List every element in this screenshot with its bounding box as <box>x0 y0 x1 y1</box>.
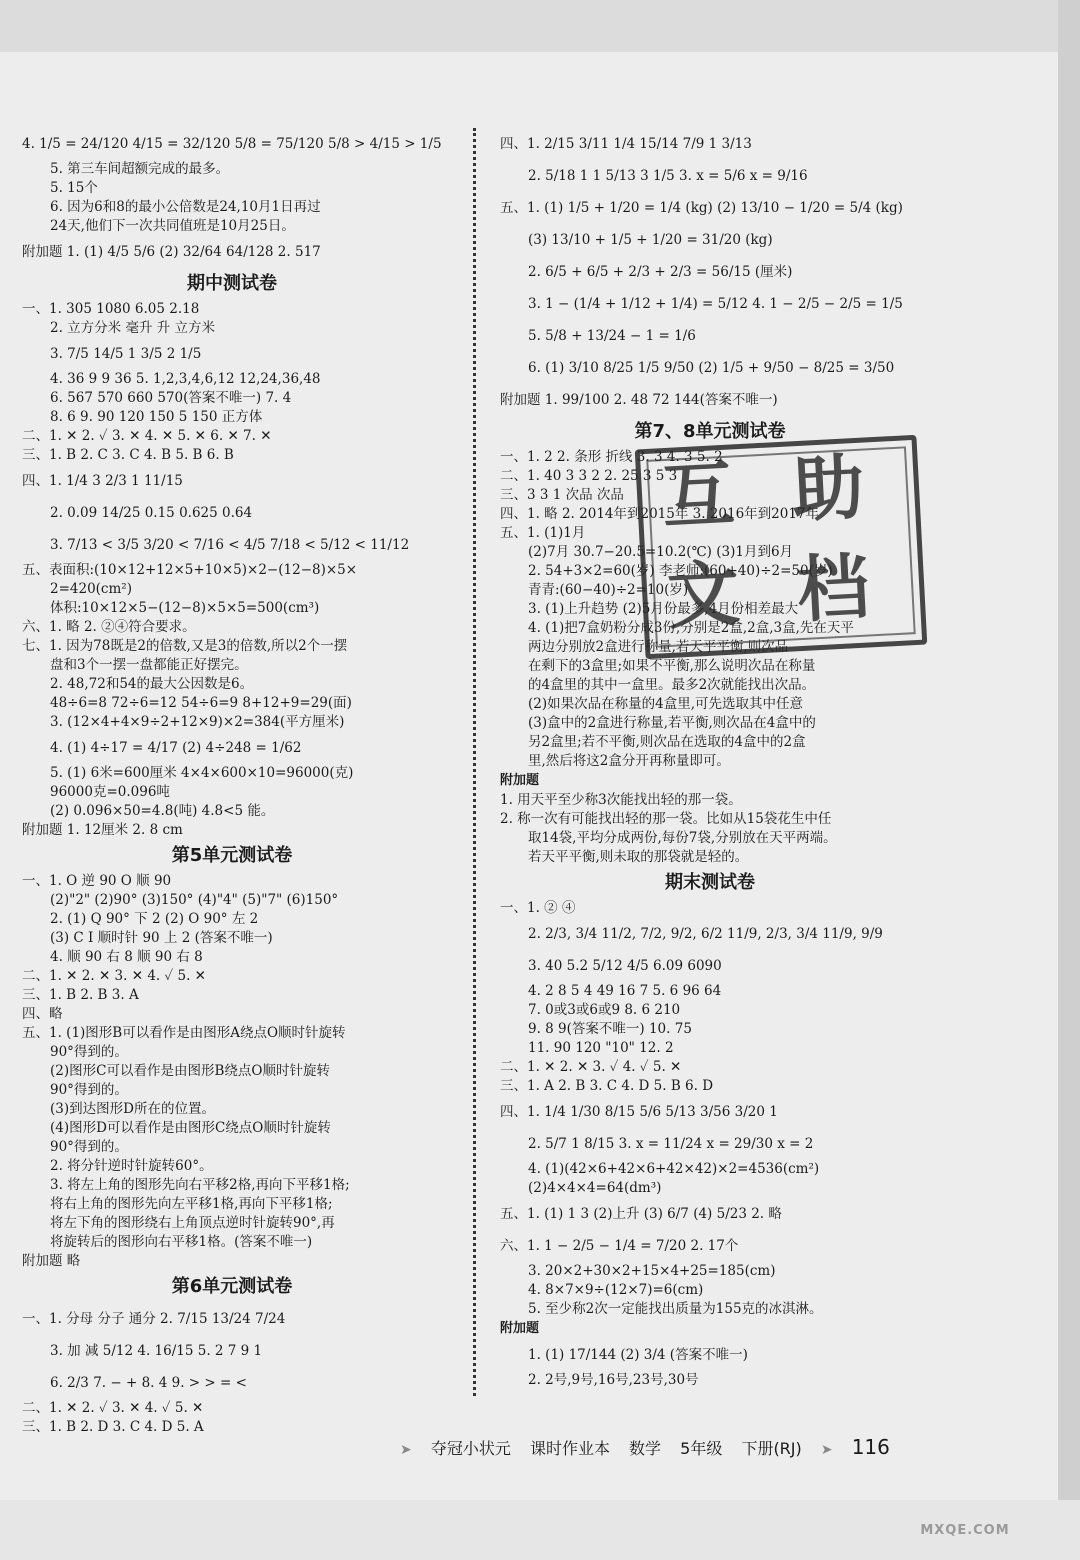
answer-line: 三、1. B 2. D 3. C 4. D 5. A <box>22 1419 204 1435</box>
answer-line: 2. 立方分米 毫升 升 立方米 <box>50 320 216 336</box>
answer-line: 2. 48,72和54的最大公因数是6。 <box>50 676 254 692</box>
answer-line: 在剩下的3盒里;如果不平衡,那么说明次品在称量 <box>528 658 816 674</box>
grade-label: 5年级 <box>680 1439 723 1458</box>
answer-line: 三、1. B 2. C 3. C 4. B 5. B 6. B <box>22 447 234 463</box>
answer-line: 48÷6=8 72÷6=12 54÷6=9 8+12+9=29(面) <box>50 695 352 711</box>
answer-line: 2. 54+3×2=60(岁) 李老师:(60+40)÷2=50(岁) <box>528 563 833 579</box>
answer-line: 四、略 <box>22 1006 63 1022</box>
answer-line: 三、1. B 2. B 3. A <box>22 987 139 1003</box>
answer-line: 4. (1) 4÷17 = 4/17 (2) 4÷248 = 1/62 <box>50 740 302 756</box>
answer-line: 90°得到的。 <box>50 1044 128 1060</box>
answer-line: 11. 90 120 "10" 12. 2 <box>528 1040 674 1056</box>
answer-line: 2. (1) Q 90° 下 2 (2) O 90° 左 2 <box>50 911 259 927</box>
answer-line: 一、1. 2 2. 条形 折线 3. 3 4. 3 5. 2 <box>500 449 723 465</box>
answer-line: 四、1. 1/4 1/30 8/15 5/6 5/13 3/56 3/20 1 <box>500 1104 778 1120</box>
answer-line: 6. 2/3 7. − + 8. 4 9. > > = < <box>50 1375 247 1391</box>
answer-line: 2. 2号,9号,16号,23号,30号 <box>528 1372 699 1388</box>
answer-line: 二、1. ✕ 2. ✕ 3. ✕ 4. ✓ 5. ✕ <box>22 968 206 984</box>
answer-line: 一、1. 分母 分子 通分 2. 7/15 13/24 7/24 <box>22 1311 286 1327</box>
answer-line: (3) 13/10 + 1/5 + 1/20 = 31/20 (kg) <box>528 232 773 248</box>
answer-line: 六、1. 1 − 2/5 − 1/4 = 7/20 2. 17个 <box>500 1238 739 1254</box>
answer-line: 2=420(cm²) <box>50 581 132 597</box>
stamp-char: 助 <box>789 444 867 533</box>
answer-line: 4. 顺 90 右 8 顺 90 右 8 <box>50 949 203 965</box>
answer-line: 90°得到的。 <box>50 1139 128 1155</box>
answer-line: 5. (1) 6米=600厘米 4×4×600×10=96000(克) <box>50 765 354 781</box>
answer-line: 2. 5/18 1 1 5/13 3 1/5 3. x = 5/6 x = 9/16 <box>528 168 808 184</box>
answer-line: 3. (1)上升趋势 (2)5月份最多,4月份相差最大 <box>528 601 799 617</box>
answer-line: 24天,他们下一次共同值班是10月25日。 <box>50 218 295 234</box>
arrow-icon: ➤ <box>820 1442 833 1458</box>
answer-line: 若天平平衡,则未取的那袋就是轻的。 <box>528 849 749 865</box>
answer-line: 2. 6/5 + 6/5 + 2/3 + 2/3 = 56/15 (厘米) <box>528 264 793 280</box>
answer-line: (2)7月 30.7−20.5=10.2(℃) (3)1月到6月 <box>528 544 794 560</box>
answer-line: 6. 567 570 660 570(答案不唯一) 7. 4 <box>50 390 292 406</box>
answer-line: 3. 将左上角的图形先向右平移2格,再向下平移1格; <box>50 1177 350 1193</box>
brand-name: 夺冠小状元 <box>430 1439 511 1458</box>
answer-line: 四、1. 2/15 3/11 1/4 15/14 7/9 1 3/13 <box>500 136 752 152</box>
answer-line: 3. 20×2+30×2+15×4+25=185(cm) <box>528 1263 776 1279</box>
section-heading: 第5单元测试卷 <box>171 845 293 866</box>
answer-line: 将旋转后的图形向右平移1格。(答案不唯一) <box>50 1234 313 1250</box>
answer-line: 4. 8×7×9÷(12×7)=6(cm) <box>528 1282 704 1298</box>
answer-line: 4. 2 8 5 4 49 16 7 5. 6 96 64 <box>528 983 722 999</box>
answer-line: (3) C I 顺时针 90 上 2 (答案不唯一) <box>50 930 273 946</box>
answer-line: 6. (1) 3/10 8/25 1/5 9/50 (2) 1/5 + 9/50 − 8/25 = 3/50 <box>528 360 895 376</box>
answer-line: (4)图形D可以看作是由图形C绕点O顺时针旋转 <box>50 1120 331 1136</box>
stamp-char: 档 <box>795 544 872 633</box>
answer-line: 2. 将分针逆时针旋转60°。 <box>50 1158 213 1174</box>
bonus-label: 附加题 <box>500 1321 540 1336</box>
answer-line: 96000克=0.096吨 <box>50 784 170 800</box>
answer-line: 9. 8 9(答案不唯一) 10. 75 <box>528 1021 692 1037</box>
answer-line: 7. 0或3或6或9 8. 6 210 <box>528 1002 681 1018</box>
answer-line: 二、1. ✕ 2. ✓ 3. ✕ 4. ✕ 5. ✕ 6. ✕ 7. ✕ <box>22 428 272 444</box>
answer-line: (3)到达图形D所在的位置。 <box>50 1101 215 1117</box>
answer-line: 3. 7/13 < 3/5 3/20 < 7/16 < 4/5 7/18 < 5/12 < 11/12 <box>50 537 410 553</box>
book-name: 课时作业本 <box>529 1439 610 1458</box>
site-watermark: MXQE.COM <box>920 1523 1010 1538</box>
answer-line: 六、1. 略 2. ②④符合要求。 <box>22 619 196 635</box>
answer-line: 3. (12×4+4×9÷2+12×9)×2=384(平方厘米) <box>50 714 345 730</box>
answer-line: 4. (1)(42×6+42×6+42×42)×2=4536(cm²) <box>528 1161 820 1177</box>
answer-line: 另2盒里;若不平衡,则次品在选取的4盒中的2盒 <box>528 734 806 750</box>
answer-line: 1. 用天平至少称3次能找出轻的那一袋。 <box>500 792 742 808</box>
answer-line: 三、3 3 1 次品 次品 <box>500 487 624 503</box>
answer-line: (2)4×4×4=64(dm³) <box>528 1180 662 1196</box>
answer-line: 里,然后将这2盒分开再称量即可。 <box>528 753 730 769</box>
answer-line: (2) 0.096×50=4.8(吨) 4.8<5 能。 <box>50 803 275 819</box>
answer-line: 取14袋,平均分成两份,每份7袋,分别放在天平两端。 <box>528 830 837 846</box>
stamp-char: 文 <box>665 551 742 639</box>
section-heading: 第7、8单元测试卷 <box>634 421 786 442</box>
answer-line: 将右上角的图形先向左平移1格,再向下平移1格; <box>50 1196 333 1212</box>
answer-line: 五、表面积:(10×12+12×5+10×5)×2−(12−8)×5× <box>22 562 358 578</box>
section-heading: 期末测试卷 <box>665 872 755 893</box>
answer-line: 6. 因为6和8的最小公倍数是24,10月1日再过 <box>50 199 321 215</box>
answer-line: 七、1. 因为78既是2的倍数,又是3的倍数,所以2个一摆 <box>22 638 348 654</box>
answer-line: 3. 40 5.2 5/12 4/5 6.09 6090 <box>528 958 722 974</box>
answer-line: 4. 1/5 = 24/120 4/15 = 32/120 5/8 = 75/120 5/8 > 4/15 > 1/5 <box>22 136 442 152</box>
subject-name: 数学 <box>629 1439 662 1458</box>
answer-line: 附加题 1. 12厘米 2. 8 cm <box>22 822 183 838</box>
stamp-char: 互 <box>660 451 737 540</box>
answer-line: 4. (1)把7盒奶粉分成3份,分别是2盒,2盒,3盒,先在天平 <box>528 620 854 636</box>
answer-line: 二、1. ✕ 2. ✕ 3. ✓ 4. ✓ 5. ✕ <box>500 1059 682 1075</box>
answer-line: 4. 36 9 9 36 5. 1,2,3,4,6,12 12,24,36,48 <box>50 371 321 387</box>
answer-line: (3)盒中的2盒进行称量,若平衡,则次品在4盒中的 <box>528 715 816 731</box>
left-answer-column <box>22 128 442 1437</box>
arrow-icon: ➤ <box>400 1442 412 1458</box>
section-heading: 期中测试卷 <box>187 273 277 294</box>
answer-line: 四、1. 略 2. 2014年到2015年 3. 2016年到2017年 <box>500 506 820 522</box>
answer-line: (2)"2" (2)90° (3)150° (4)"4" (5)"7" (6)150° <box>50 892 339 908</box>
answer-line: 将左下角的图形绕右上角顶点逆时针旋转90°,再 <box>50 1215 335 1231</box>
answer-line: 8. 6 9. 90 120 150 5 150 正方体 <box>50 409 263 425</box>
answer-line: 5. 至少称2次一定能找出质量为155克的冰淇淋。 <box>528 1301 823 1317</box>
answer-line: 附加题 1. (1) 4/5 5/6 (2) 32/64 64/128 2. 517 <box>22 244 321 260</box>
answer-line: 一、1. 305 1080 6.05 2.18 <box>22 301 200 317</box>
answer-line: 2. 0.09 14/25 0.15 0.625 0.64 <box>50 505 253 521</box>
answer-line: 2. 2/3, 3/4 11/2, 7/2, 9/2, 6/2 11/9, 2/3, 3/4 11/9, 9/9 <box>528 926 883 942</box>
answer-line: 两边分别放2盒进行称量,若天平平衡,则次品 <box>528 639 789 655</box>
answer-line: 三、1. A 2. B 3. C 4. D 5. B 6. D <box>500 1078 714 1094</box>
answer-line: 一、1. ② ④ <box>500 900 576 916</box>
answer-line: 5. 第三车间超额完成的最多。 <box>50 161 230 177</box>
answer-line: 3. 7/5 14/5 1 3/5 2 1/5 <box>50 346 202 362</box>
answer-line: 二、1. ✕ 2. ✓ 3. ✕ 4. ✓ 5. ✕ <box>22 1400 204 1416</box>
answer-line: 3. 加 减 5/12 4. 16/15 5. 2 7 9 1 <box>50 1343 263 1359</box>
answer-line: 2. 5/7 1 8/15 3. x = 11/24 x = 29/30 x = 2 <box>528 1136 814 1152</box>
page-number: 116 <box>851 1435 890 1459</box>
answer-line: 一、1. O 逆 90 O 顺 90 <box>22 873 172 889</box>
section-heading: 第6单元测试卷 <box>171 1276 293 1297</box>
bonus-label: 附加题 <box>500 773 540 788</box>
answer-line: 的4盒里的其中一盒里。最多2次就能找出次品。 <box>528 677 816 693</box>
answer-line: 5. 15个 <box>50 180 98 196</box>
answer-line: 附加题 略 <box>22 1253 81 1269</box>
answer-line: 五、1. (1)图形B可以看作是由图形A绕点O顺时针旋转 <box>22 1025 346 1041</box>
answer-line: 五、1. (1) 1 3 (2)上升 (3) 6/7 (4) 5/23 2. 略 <box>500 1206 782 1222</box>
answer-line: (2)如果次品在称量的4盒里,可先选取其中任意 <box>528 696 804 712</box>
answer-line: 1. (1) 17/144 (2) 3/4 (答案不唯一) <box>528 1347 748 1363</box>
volume-label: 下册(RJ) <box>741 1439 802 1458</box>
column-divider <box>473 128 476 1396</box>
right-answer-column <box>500 128 920 1390</box>
page-footer <box>400 1432 920 1462</box>
page-edge <box>1058 0 1080 1560</box>
answer-line: 90°得到的。 <box>50 1082 128 1098</box>
answer-line: 五、1. (1) 1/5 + 1/20 = 1/4 (kg) (2) 13/10 − 1/20 = 5/4 (kg) <box>500 200 903 216</box>
answer-line: 青青:(60−40)÷2=10(岁) <box>528 582 689 598</box>
stamp-seal <box>635 435 928 659</box>
answer-line: 3. 1 − (1/4 + 1/12 + 1/4) = 5/12 4. 1 − 2/5 − 2/5 = 1/5 <box>528 296 903 312</box>
answer-line: 2. 称一次有可能找出轻的那一袋。比如从15袋花生中任 <box>500 811 832 827</box>
answer-line: 盘和3个一摆一盘都能正好摆完。 <box>50 657 248 673</box>
answer-line: 体积:10×12×5−(12−8)×5×5=500(cm³) <box>50 600 320 616</box>
answer-line: 二、1. 40 3 3 2 2. 25 3 5 3 <box>500 468 678 484</box>
answer-line: 四、1. 1/4 3 2/3 1 11/15 <box>22 473 183 489</box>
answer-line: 5. 5/8 + 13/24 − 1 = 1/6 <box>528 328 696 344</box>
answer-line: 附加题 1. 99/100 2. 48 72 144(答案不唯一) <box>500 392 778 408</box>
answer-line: 五、1. (1)1月 <box>500 525 586 541</box>
answer-line: (2)图形C可以看作是由图形B绕点O顺时针旋转 <box>50 1063 330 1079</box>
